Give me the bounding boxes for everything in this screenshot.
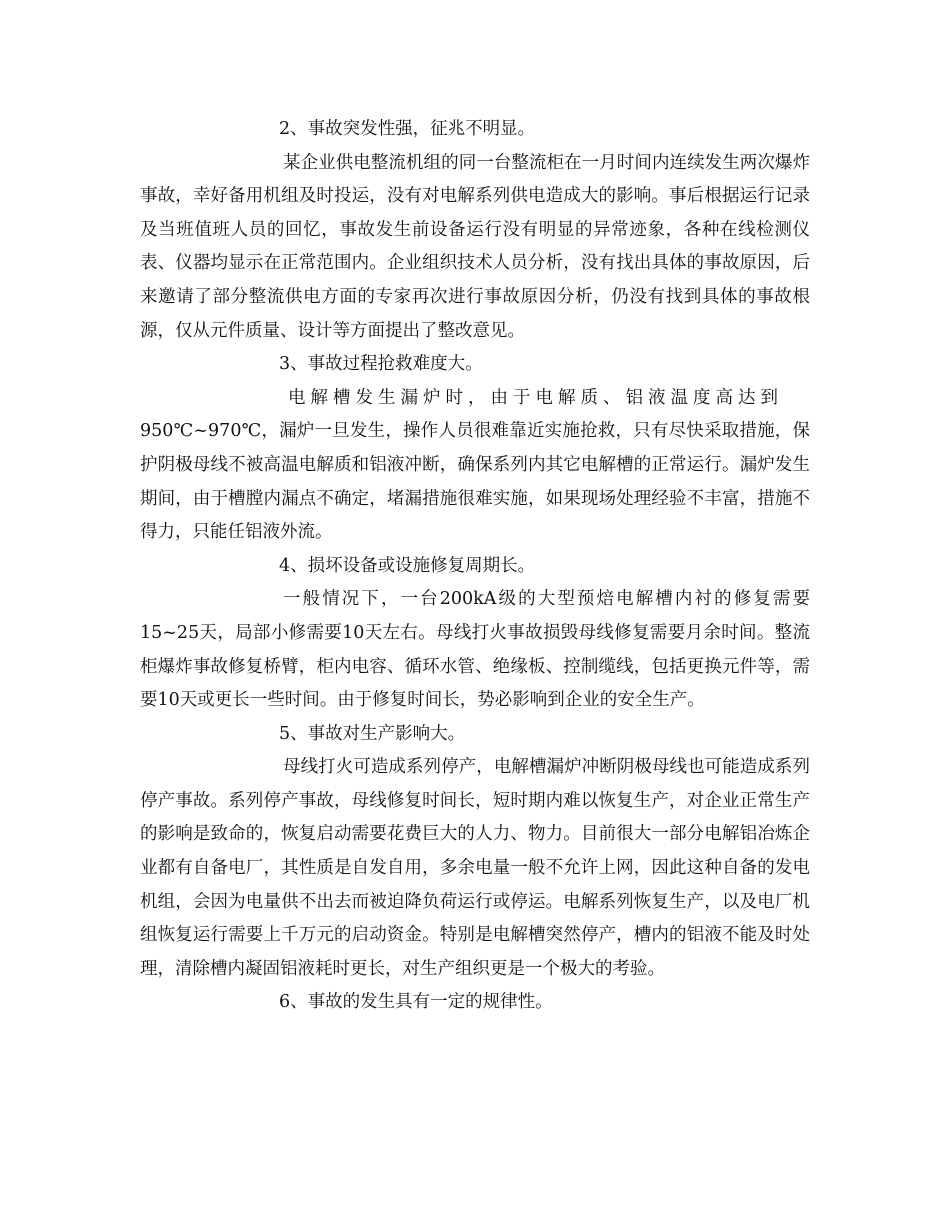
section-heading-4: 4、损坏设备或设施修复周期长。 [279, 555, 536, 576]
section-heading-6: 6、事故的发生具有一定的规律性。 [279, 992, 553, 1013]
section-paragraph-3: 950℃~970℃，漏炉一旦发生，操作人员很难靠近实施抢救，只有尽快采取措施，保护阴极母线不被高温电解质和铝液冲断，确保系列内其它电解槽的正常运行。漏炉发生期间，由于槽膛内漏点不确定，堵漏措施很难实施，如果现场处理经验不丰富，措施不得力，只能任铝液外流。 [140, 421, 810, 543]
section-paragraph-2: 某企业供电整流机组的同一台整流柜在一月时间内连续发生两次爆炸事故，幸好备用机组及时投运，没有对电解系列供电造成大的影响。事后根据运行记录及当班值班人员的回忆，事故发生前设备运行没有明显的异常迹象，各种在线检测仪表、仪器均显示在正常范围内。企业组织技术人员分析，没有找出具体的事故原因，后来邀请了部分整流供电方面的专家再次进行事故原因分析，仍没有找到具体的事故根源，仅从元件质量、设计等方面提出了整改意见。 [140, 152, 810, 341]
section-paragraph-5: 母线打火可造成系列停产，电解槽漏炉冲断阴极母线也可能造成系列停产事故。系列停产事故，母线修复时间长，短时期内难以恢复生产，对企业正常生产的影响是致命的，恢复启动需要花费巨大的人力、物力。目前很大一部分电解铝冶炼企业都有自备电厂，其性质是自发自用，多余电量一般不允许上网，因此这种自备的发电机组，会因为电量供不出去而被迫降负荷运行或停运。电解系列恢复生产，以及电厂机组恢复运行需要上千万元的启动资金。特别是电解槽突然停产，槽内的铝液不能及时处理，清除槽内凝固铝液耗时更长，对生产组织更是一个极大的考验。 [140, 757, 810, 979]
section-heading-3: 3、事故过程抢救难度大。 [279, 354, 483, 375]
section-paragraph-4: 一般情况下，一台200kA级的大型预焙电解槽内衬的修复需要15~25天，局部小修需要10天左右。母线打火事故损毁母线修复需要月余时间。整流柜爆炸事故修复桥臂，柜内电容、循环水管、绝缘板、控制缆线，包括更换元件等，需要10天或更长一些时间。由于修复时间长，势必影响到企业的安全生产。 [140, 589, 810, 711]
section-paragraph-3-first-line: 电解槽发生漏炉时，由于电解质、铝液温度高达到 [288, 387, 783, 408]
section-heading-2: 2、事故突发性强，征兆不明显。 [279, 119, 536, 139]
section-heading-5: 5、事故对生产影响大。 [279, 723, 466, 744]
document-body [140, 113, 810, 1020]
